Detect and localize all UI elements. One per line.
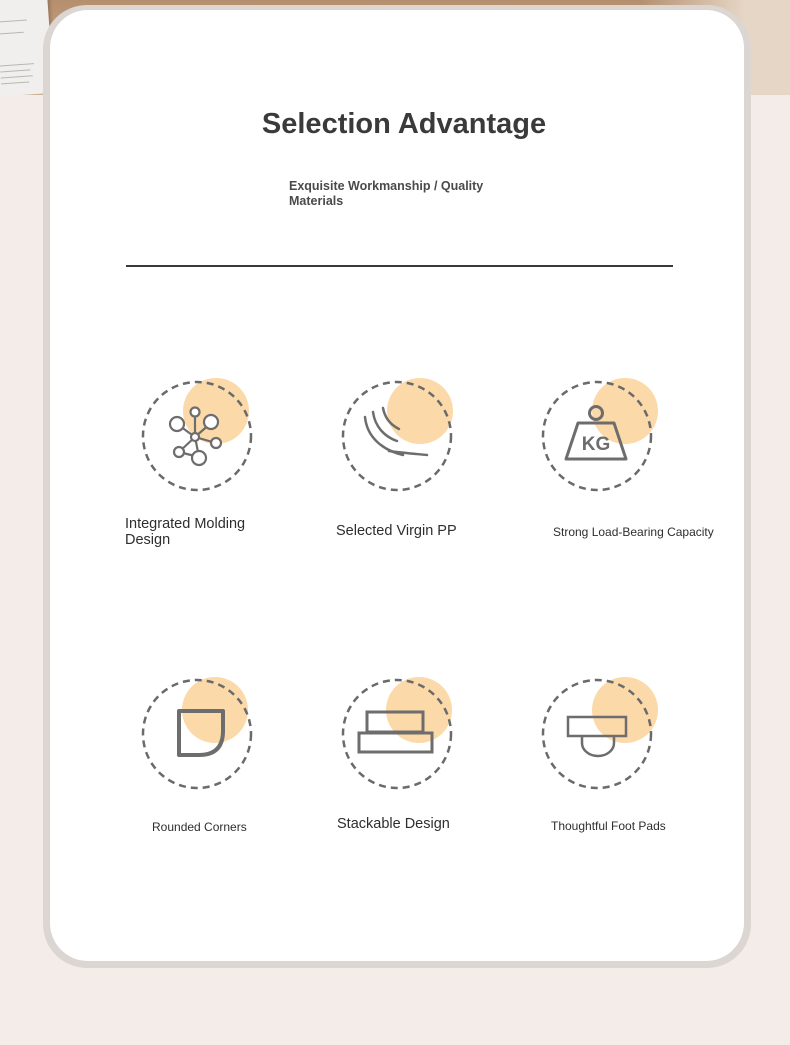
rounded-corner-icon (137, 673, 257, 793)
feature-label: Rounded Corners (152, 820, 247, 834)
page-title: Selection Advantage (261, 108, 547, 140)
molecule-icon (137, 375, 257, 495)
feature-label: Stackable Design (337, 816, 450, 832)
feature-label: Strong Load-Bearing Capacity (553, 525, 714, 539)
feather-icon (337, 375, 457, 495)
kg-weight-icon (537, 375, 657, 495)
stacked-boxes-icon (337, 673, 457, 793)
divider-line (126, 265, 673, 267)
page-subtitle: Exquisite Workmanship / Quality Materials (289, 179, 484, 208)
feature-label: Integrated Molding Design (125, 516, 246, 548)
svg-text:KG: KG (581, 434, 611, 455)
feature-label: Thoughtful Foot Pads (551, 819, 666, 833)
feature-label: Selected Virgin PP (336, 523, 457, 539)
foot-pad-icon (537, 673, 657, 793)
